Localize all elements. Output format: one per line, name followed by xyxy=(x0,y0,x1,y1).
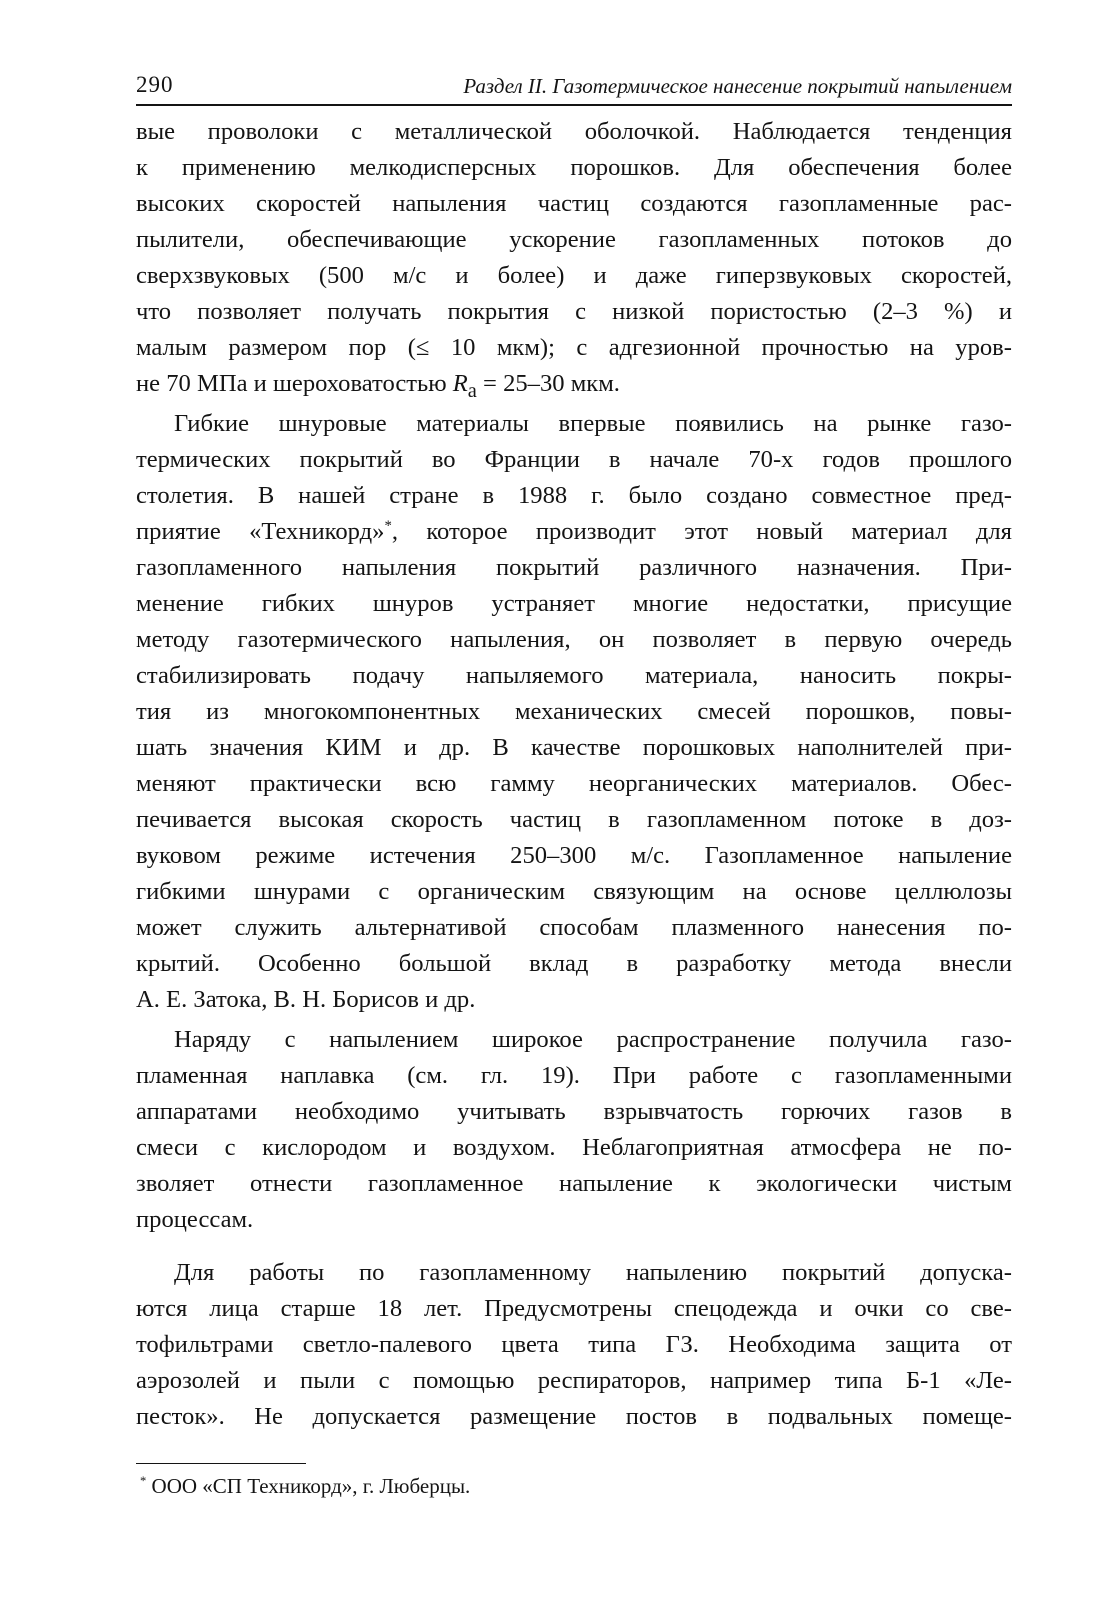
text-line: вые проволоки с металлической оболочкой. Наблюдается тенденция xyxy=(136,118,1012,145)
text-fragment: не 70 МПа и шероховатостью xyxy=(136,370,453,397)
text-line: может служить альтернативой способам плазменного нанесения по- xyxy=(136,914,1012,941)
text-line xyxy=(136,514,1012,550)
text-line: песток». Не допускается размещение постов в подвальных помеще- xyxy=(136,1403,1012,1430)
roughness-subscript: а xyxy=(467,379,477,402)
text-line: тофильтрами светло-палевого цвета типа ГЗ. Необходима защита от xyxy=(136,1331,1012,1358)
paragraph-3 xyxy=(136,1022,1012,1238)
text-line: процессам. xyxy=(136,1206,254,1233)
text-line: методу газотермического напыления, он позволяет в первую очередь xyxy=(136,626,1012,653)
text-fragment: приятие «Техникорд» xyxy=(136,518,385,545)
text-line: малым размером пор (≤ 10 мкм); с адгезионной прочностью на уров- xyxy=(136,334,1012,361)
roughness-symbol: R xyxy=(452,370,468,397)
paragraph-2 xyxy=(136,406,1012,1018)
text-line: к применению мелкодисперсных порошков. Для обеспечения более xyxy=(136,154,1012,181)
text-line: ются лица старше 18 лет. Предусмотрены спецодежда и очки со све- xyxy=(136,1295,1012,1322)
text-line: аэрозолей и пыли с помощью респираторов, например типа Б-1 «Ле- xyxy=(136,1367,1012,1394)
text-line xyxy=(136,366,1012,402)
text-fragment: = 25–30 мкм. xyxy=(476,370,620,397)
text-line: газопламенного напыления покрытий различного назначения. При- xyxy=(136,554,1012,581)
footnote-mark: * xyxy=(140,1474,147,1488)
text-line: Наряду с напылением широкое распространение получила газо- xyxy=(174,1026,1012,1053)
paragraph-4 xyxy=(136,1255,1012,1435)
text-line: пламенная наплавка (см. гл. 19). При работе с газопламенными xyxy=(136,1062,1012,1089)
text-line: тия из многокомпонентных механических смесей порошков, повы- xyxy=(136,698,1012,725)
text-line: пылители, обеспечивающие ускорение газопламенных потоков до xyxy=(136,226,1012,253)
text-line: стабилизировать подачу напыляемого материала, наносить покры- xyxy=(136,662,1012,689)
text-line: термических покрытий во Франции в начале 70-х годов прошлого xyxy=(136,446,1012,473)
footnote-rule xyxy=(136,1463,306,1464)
text-line: меняют практически всю гамму неорганических материалов. Обес- xyxy=(136,770,1012,797)
text-line: крытий. Особенно большой вклад в разработку метода внесли xyxy=(136,950,1012,977)
running-head: Раздел II. Газотермическое нанесение покрытий напылением xyxy=(463,74,1012,98)
text-line: сверхзвуковых (500 м/с и более) и даже гиперзвуковых скоростей, xyxy=(136,262,1012,289)
text-fragment: , которое производит этот новый материал для xyxy=(391,518,1012,545)
paragraph-1 xyxy=(136,114,1012,402)
text-line: аппаратами необходимо учитывать взрывчатость горючих газов в xyxy=(136,1098,1012,1125)
text-line: Гибкие шнуровые материалы впервые появились на рынке газо- xyxy=(174,410,1012,437)
text-line: столетия. В нашей стране в 1988 г. было создано совместное пред- xyxy=(136,482,1012,509)
footnote-reference: * xyxy=(384,517,392,534)
page-number: 290 xyxy=(136,72,174,97)
text-line: Для работы по газопламенному напылению покрытий допуска- xyxy=(174,1259,1012,1286)
footnote xyxy=(140,1474,470,1499)
text-line: что позволяет получать покрытия с низкой пористостью (2–3 %) и xyxy=(136,298,1012,325)
body-text xyxy=(136,114,1012,1435)
text-line: вуковом режиме истечения 250–300 м/с. Газопламенное напыление xyxy=(136,842,1012,869)
text-line: менение гибких шнуров устраняет многие недостатки, присущие xyxy=(136,590,1012,617)
text-line: высоких скоростей напыления частиц создаются газопламенные рас- xyxy=(136,190,1012,217)
page-header xyxy=(136,70,1012,106)
text-line: печивается высокая скорость частиц в газопламенном потоке в доз- xyxy=(136,806,1012,833)
footnote-text: ООО «СП Техникорд», г. Люберцы. xyxy=(146,1474,471,1498)
text-line: А. Е. Затока, В. Н. Борисов и др. xyxy=(136,986,476,1013)
text-line: гибкими шнурами с органическим связующим на основе целлюлозы xyxy=(136,878,1012,905)
text-line: шать значения КИМ и др. В качестве порошковых наполнителей при- xyxy=(136,734,1012,761)
text-line: смеси с кислородом и воздухом. Неблагоприятная атмосфера не по- xyxy=(136,1134,1012,1161)
text-line: зволяет отнести газопламенное напыление к экологически чистым xyxy=(136,1170,1012,1197)
